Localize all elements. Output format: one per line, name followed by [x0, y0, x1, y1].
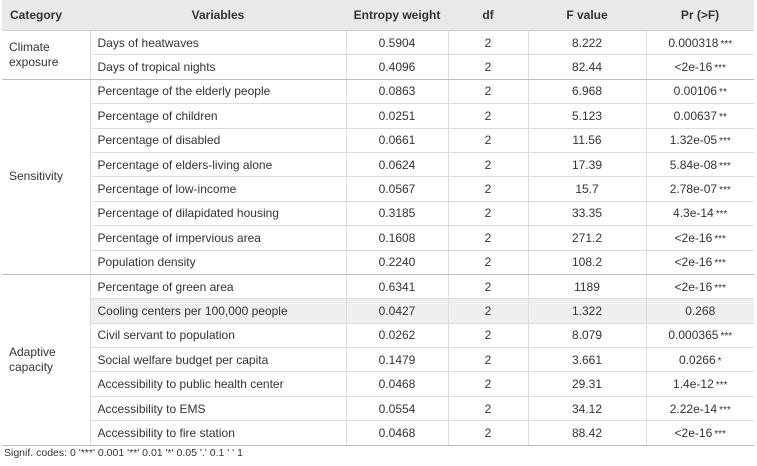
entropy-weight-cell: 0.4096 [346, 55, 448, 79]
significance-stars: *** [719, 404, 731, 416]
f-value-cell: 108.2 [528, 250, 646, 274]
pr-value: <2e-16 [674, 255, 713, 270]
variable-cell: Percentage of low-income [90, 177, 346, 201]
pr-cell [646, 226, 754, 250]
variable-cell: Percentage of the elderly people [90, 79, 346, 103]
f-value-cell: 8.079 [528, 323, 646, 347]
df-cell: 2 [448, 323, 528, 347]
significance-stars: *** [714, 233, 726, 245]
pr-cell [646, 104, 754, 128]
significance-stars: *** [719, 160, 731, 172]
variable-cell: Cooling centers per 100,000 people [90, 299, 346, 323]
significance-stars: ** [719, 87, 727, 99]
variable-cell: Percentage of children [90, 104, 346, 128]
df-cell: 2 [448, 177, 528, 201]
table-row [2, 31, 754, 55]
df-cell: 2 [448, 104, 528, 128]
entropy-weight-cell: 0.0468 [346, 372, 448, 396]
table-row [2, 348, 754, 372]
header-category: Category [2, 0, 90, 31]
f-value-cell: 11.56 [528, 128, 646, 152]
table-row [2, 421, 754, 445]
entropy-weight-cell: 0.1479 [346, 348, 448, 372]
variable-cell: Percentage of dilapidated housing [90, 201, 346, 225]
table-row [2, 104, 754, 128]
significance-stars: *** [720, 331, 733, 343]
entropy-weight-cell: 0.0468 [346, 421, 448, 445]
category-cell: Sensitivity [2, 79, 90, 274]
f-value-cell: 29.31 [528, 372, 646, 396]
variable-cell: Accessibility to EMS [90, 396, 346, 420]
significance-stars: *** [719, 185, 731, 197]
pr-cell [646, 31, 754, 55]
variable-cell: Days of heatwaves [90, 31, 346, 55]
pr-value: <2e-16 [674, 60, 713, 75]
pr-cell [646, 250, 754, 274]
entropy-weight-cell: 0.0624 [346, 152, 448, 176]
table-row [2, 79, 754, 103]
table-row [2, 55, 754, 79]
significance-stars: *** [719, 136, 731, 148]
table-row [2, 201, 754, 225]
entropy-weight-cell: 0.0863 [346, 79, 448, 103]
pr-cell [646, 128, 754, 152]
entropy-weight-cell: 0.5904 [346, 31, 448, 55]
entropy-weight-cell: 0.0262 [346, 323, 448, 347]
header-df: df [448, 0, 528, 31]
f-value-cell: 17.39 [528, 152, 646, 176]
entropy-weight-cell: 0.3185 [346, 201, 448, 225]
pr-value: 0.00637 [673, 108, 718, 123]
df-cell: 2 [448, 55, 528, 79]
variable-cell: Percentage of impervious area [90, 226, 346, 250]
df-cell: 2 [448, 201, 528, 225]
header-variables: Variables [90, 0, 346, 31]
pr-cell [646, 55, 754, 79]
f-value-cell: 82.44 [528, 55, 646, 79]
variable-cell: Percentage of green area [90, 274, 346, 298]
category-cell: Adaptive capacity [2, 274, 90, 445]
pr-cell [646, 348, 754, 372]
pr-cell [646, 372, 754, 396]
f-value-cell: 8.222 [528, 31, 646, 55]
entropy-weight-cell: 0.0427 [346, 299, 448, 323]
table-row [2, 274, 754, 298]
f-value-cell: 5.123 [528, 104, 646, 128]
category-cell: Climate exposure [2, 31, 90, 80]
variable-cell: Percentage of disabled [90, 128, 346, 152]
variable-cell: Days of tropical nights [90, 55, 346, 79]
significance-stars: *** [714, 428, 726, 440]
f-value-cell: 33.35 [528, 201, 646, 225]
table-body [2, 31, 754, 446]
significance-stars: *** [714, 63, 726, 75]
signif-codes-footnote: Signif. codes: 0 '***' 0.001 '**' 0.01 '*' 0.05 '.' 0.1 ' ' 1 [4, 447, 243, 459]
variable-cell: Percentage of elders-living alone [90, 152, 346, 176]
table-row [2, 396, 754, 420]
significance-stars: *** [715, 209, 728, 221]
pr-cell [646, 79, 754, 103]
header-row [2, 0, 754, 31]
pr-value: <2e-16 [674, 230, 713, 245]
df-cell: 2 [448, 250, 528, 274]
significance-stars: ** [719, 111, 727, 123]
f-value-cell: 88.42 [528, 421, 646, 445]
df-cell: 2 [448, 128, 528, 152]
entropy-weight-cell: 0.0554 [346, 396, 448, 420]
header-f-value: F value [528, 0, 646, 31]
significance-stars: * [717, 355, 722, 367]
pr-cell [646, 299, 754, 323]
table-row [2, 323, 754, 347]
df-cell: 2 [448, 372, 528, 396]
pr-value: 1.32e-05 [669, 133, 718, 148]
pr-value: 0.0266 [678, 352, 716, 367]
pr-value: 1.4e-12 [673, 377, 714, 392]
table-row [2, 299, 754, 323]
pr-value: 2.22e-14 [669, 401, 718, 416]
f-value-cell: 1.322 [528, 299, 646, 323]
f-value-cell: 34.12 [528, 396, 646, 420]
entropy-weight-cell: 0.6341 [346, 274, 448, 298]
significance-stars: *** [715, 380, 728, 392]
pr-value: 5.84e-08 [669, 157, 718, 172]
significance-stars: *** [714, 258, 726, 270]
pr-cell [646, 323, 754, 347]
pr-cell [646, 421, 754, 445]
df-cell: 2 [448, 152, 528, 176]
df-cell: 2 [448, 348, 528, 372]
f-value-cell: 3.661 [528, 348, 646, 372]
pr-cell [646, 177, 754, 201]
table-row [2, 226, 754, 250]
anova-table [2, 0, 754, 446]
df-cell: 2 [448, 421, 528, 445]
df-cell: 2 [448, 274, 528, 298]
pr-cell [646, 274, 754, 298]
significance-stars: *** [720, 38, 733, 50]
pr-value: 0.000318 [668, 35, 719, 50]
variable-cell: Social welfare budget per capita [90, 348, 346, 372]
entropy-weight-cell: 0.2240 [346, 250, 448, 274]
f-value-cell: 6.968 [528, 79, 646, 103]
entropy-weight-cell: 0.0661 [346, 128, 448, 152]
df-cell: 2 [448, 299, 528, 323]
df-cell: 2 [448, 31, 528, 55]
pr-cell [646, 201, 754, 225]
table-row [2, 128, 754, 152]
df-cell: 2 [448, 396, 528, 420]
pr-cell [646, 152, 754, 176]
pr-value: 2.78e-07 [669, 182, 718, 197]
f-value-cell: 15.7 [528, 177, 646, 201]
pr-value: 0.268 [685, 303, 716, 318]
variable-cell: Civil servant to population [90, 323, 346, 347]
table-row [2, 152, 754, 176]
variable-cell: Population density [90, 250, 346, 274]
f-value-cell: 271.2 [528, 226, 646, 250]
f-value-cell: 1189 [528, 274, 646, 298]
significance-stars: *** [714, 282, 726, 294]
pr-value: 4.3e-14 [673, 206, 714, 221]
pr-value: <2e-16 [674, 279, 713, 294]
df-cell: 2 [448, 79, 528, 103]
header-pr: Pr (>F) [646, 0, 754, 31]
entropy-weight-cell: 0.0567 [346, 177, 448, 201]
header-entropy-weight: Entropy weight [346, 0, 448, 31]
table-row [2, 177, 754, 201]
pr-value: 0.000365 [668, 328, 719, 343]
table-row [2, 250, 754, 274]
entropy-weight-cell: 0.1608 [346, 226, 448, 250]
df-cell: 2 [448, 226, 528, 250]
pr-cell [646, 396, 754, 420]
variable-cell: Accessibility to public health center [90, 372, 346, 396]
variable-cell: Accessibility to fire station [90, 421, 346, 445]
entropy-weight-cell: 0.0251 [346, 104, 448, 128]
pr-value: <2e-16 [674, 425, 713, 440]
pr-value: 0.00106 [673, 84, 718, 99]
table-row [2, 372, 754, 396]
